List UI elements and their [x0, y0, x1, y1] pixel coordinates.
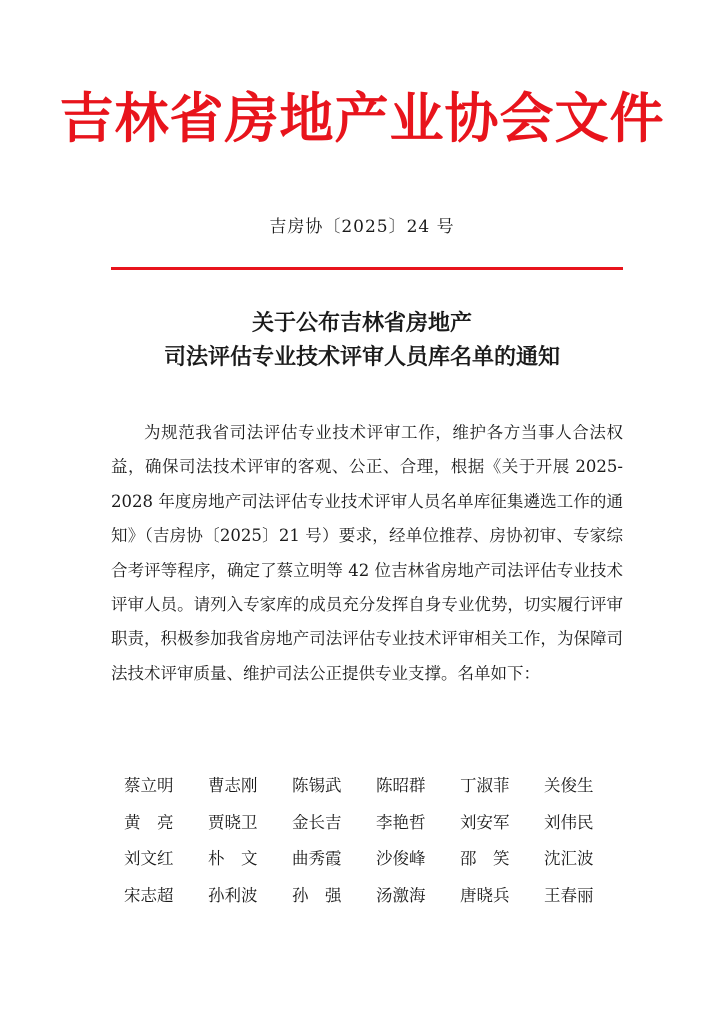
name-item: 邵 笑 — [460, 849, 510, 868]
notice-title-line-2: 司法评估专业技术评审人员库名单的通知 — [163, 344, 560, 370]
name-item: 曹志刚 — [208, 776, 258, 795]
name-item: 孙 强 — [292, 885, 342, 905]
name-item: 宋志超 — [124, 885, 174, 905]
document-number: 吉房协〔2025〕24 号 — [269, 217, 455, 237]
name-item: 蔡立明 — [124, 776, 174, 795]
name-item: 沈汇波 — [544, 849, 594, 868]
name-item: 陈昭群 — [376, 776, 426, 795]
name-item: 李艳哲 — [376, 812, 426, 832]
notice-title-line-1: 关于公布吉林省房地产 — [251, 310, 472, 336]
header-divider — [111, 267, 623, 270]
name-item: 唐晓兵 — [460, 885, 510, 905]
name-item: 朴 文 — [208, 849, 258, 868]
name-item: 关俊生 — [544, 776, 594, 795]
name-item: 王春丽 — [544, 885, 594, 905]
name-list — [124, 768, 614, 914]
name-item: 沙俊峰 — [376, 849, 426, 868]
name-item: 贾晓卫 — [208, 812, 258, 832]
name-item: 丁淑菲 — [460, 776, 510, 795]
name-item: 黄 亮 — [124, 812, 174, 832]
document-header-title: 吉林省房地产业协会文件 — [59, 87, 665, 150]
name-item: 刘安军 — [460, 812, 510, 832]
name-item: 汤激海 — [376, 885, 426, 905]
name-item: 曲秀霞 — [292, 849, 342, 868]
name-item: 孙利波 — [208, 885, 258, 905]
name-item: 刘伟民 — [544, 812, 594, 832]
name-item: 金长吉 — [292, 812, 342, 832]
name-item: 刘文红 — [124, 849, 174, 868]
notice-title — [0, 306, 724, 374]
body-paragraph: 为规范我省司法评估专业技术评审工作，维护各方当事人合法权益，确保司法技术评审的客观、公正、合理，根据《关于开展 2025-2028 年度房地产司法评估专业技术评审人员名单库征集遴选工作的通知》（吉房协〔2025〕21 号）要求，经单位推荐、房协初审、专家综合考评等程序，确定了蔡立明等 42 位吉林省房地产司法评估专业技术评审人员。请列入专家库的成员充分发挥自身专业优势，切实履行评审职责，积极参加我省房地产司法评估专业技术评审相关工作，为保障司法技术评审质量、维护司法公正提供专业支撑。名单如下： — [111, 423, 623, 683]
name-item: 陈锡武 — [292, 776, 342, 795]
